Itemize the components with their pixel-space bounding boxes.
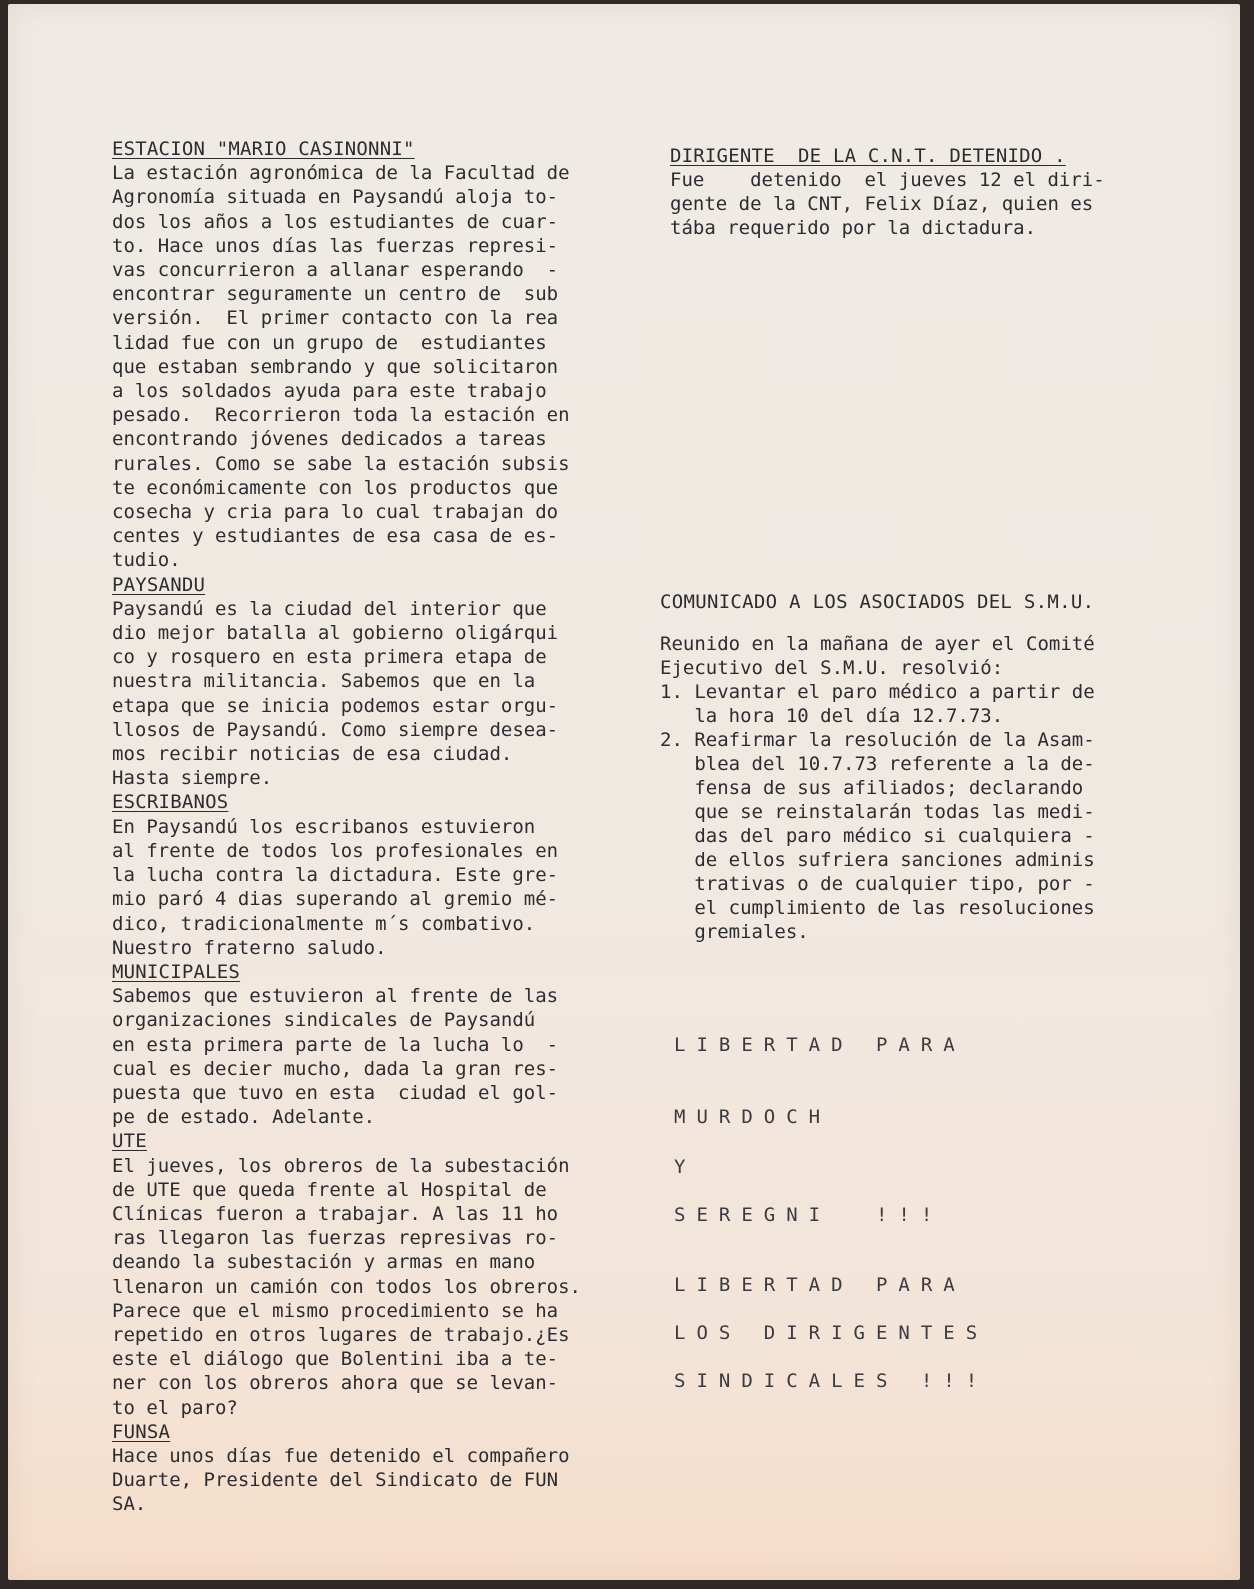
section-heading: COMUNICADO A LOS ASOCIADOS DEL S.M.U. xyxy=(660,591,1095,613)
section-heading: UTE xyxy=(112,1130,147,1153)
text-line: rurales. Como se sabe la estación subsis xyxy=(112,452,570,475)
list-item: fensa de sus afiliados; declarando xyxy=(660,777,1084,799)
text-line: Hasta siempre. xyxy=(112,767,273,790)
text-line: pesado. Recorrieron toda la estación en xyxy=(112,404,570,427)
section-paysandu xyxy=(112,573,657,791)
section-municipales xyxy=(112,960,657,1129)
slogan-line: SEREGNI !!! xyxy=(674,1204,944,1226)
section-ute xyxy=(112,1129,657,1419)
section-heading: DIRIGENTE DE LA C.N.T. DETENIDO . xyxy=(670,145,1066,167)
text-line: ras llegaron las fuerzas represivas ro- xyxy=(112,1227,559,1250)
section-dirigente-detenido xyxy=(670,144,1180,240)
section-body xyxy=(112,1444,657,1517)
text-line: tába requerido por la dictadura. xyxy=(670,217,1037,239)
slogan-line: MURDOCH xyxy=(674,1106,832,1128)
text-line: nuestra militancia. Sabemos que en la xyxy=(112,670,536,693)
text-line: llosos de Paysandú. Como siempre desea- xyxy=(112,718,559,741)
section-heading: FUNSA xyxy=(112,1420,171,1443)
list-item: 2. Reafirmar la resolución de la Asam- xyxy=(660,729,1095,751)
text-line: lidad fue con un grupo de estudiantes xyxy=(112,331,547,354)
text-line: etapa que se inicia podemos estar orgu- xyxy=(112,694,559,717)
text-line: Sabemos que estuvieron al frente de las xyxy=(112,985,559,1008)
list-item: trativas o de cualquier tipo, por - xyxy=(660,873,1095,895)
text-line: mio paró 4 dias superando al gremio mé- xyxy=(112,888,559,911)
comunicado-intro xyxy=(660,632,1180,680)
slogan-line: SINDICALES !!! xyxy=(674,1370,989,1392)
text-line: que estaban sembrando y que solicitaron xyxy=(112,355,559,378)
resolution-list xyxy=(660,680,1180,944)
list-item: que se reinstalarán todas las medi- xyxy=(660,801,1095,823)
section-heading: ESTACION "MARIO CASINONNI" xyxy=(112,138,415,160)
slogan-line: LOS DIRIGENTES xyxy=(674,1322,989,1344)
text-line: SA. xyxy=(112,1493,147,1516)
section-body xyxy=(112,1154,657,1420)
text-line: Fue detenido el jueves 12 el diri- xyxy=(670,169,1105,191)
text-line: encontrar seguramente un centro de sub xyxy=(112,283,559,306)
text-line: Clínicas fueron a trabajar. A las 11 ho xyxy=(112,1202,559,1225)
text-line: vas concurrieron a allanar esperando - xyxy=(112,259,559,282)
text-line: al frente de todos los profesionales en xyxy=(112,839,559,862)
text-line: te económicamente con los productos que xyxy=(112,476,559,499)
list-item: blea del 10.7.73 referente a la de- xyxy=(660,753,1095,775)
section-body xyxy=(112,161,657,572)
text-line: En Paysandú los escribanos estuvieron xyxy=(112,815,536,838)
text-line: Ejecutivo del S.M.U. resolvió: xyxy=(660,657,1004,679)
text-line: dico, tradicionalmente m´s combativo. xyxy=(112,912,536,935)
text-line: Duarte, Presidente del Sindicato de FUN xyxy=(112,1469,559,1492)
list-item: la hora 10 del día 12.7.73. xyxy=(660,705,1004,727)
slogan-line: LIBERTAD PARA xyxy=(674,1034,966,1056)
text-line: tudio. xyxy=(112,549,181,572)
text-line: dio mejor batalla al gobierno oligárqui xyxy=(112,622,559,645)
text-line: Paysandú es la ciudad del interior que xyxy=(112,597,547,620)
text-line: deando la subestación y armas en mano xyxy=(112,1251,536,1274)
section-heading: ESCRIBANOS xyxy=(112,791,229,814)
text-line: mos recibir noticias de esa ciudad. xyxy=(112,743,513,766)
document-page xyxy=(8,4,1240,1580)
text-line: co y rosquero en esta primera etapa de xyxy=(112,646,547,669)
text-line: este el diálogo que Bolentini iba a te- xyxy=(112,1348,559,1371)
text-line: to el paro? xyxy=(112,1396,238,1419)
text-line: ner con los obreros ahora que se levan- xyxy=(112,1372,559,1395)
section-body xyxy=(112,597,657,791)
section-comunicado-smu xyxy=(660,590,1180,944)
text-line: dos los años a los estudiantes de cuar- xyxy=(112,210,559,233)
section-body xyxy=(112,984,657,1129)
text-line: Nuestro fraterno saludo. xyxy=(112,936,387,959)
list-item: el cumplimiento de las resoluciones xyxy=(660,897,1095,919)
text-line: cosecha y cria para lo cual trabajan do xyxy=(112,501,559,524)
text-line: El jueves, los obreros de la subestación xyxy=(112,1154,570,1177)
text-line: centes y estudiantes de esa casa de es- xyxy=(112,525,559,548)
section-estacion xyxy=(112,137,657,573)
text-line: cual es decier mucho, dada la gran res- xyxy=(112,1057,559,1080)
text-line: La estación agronómica de la Facultad de xyxy=(112,162,570,185)
text-line: Hace unos días fue detenido el compañero xyxy=(112,1444,570,1467)
text-line: Agronomía situada en Paysandú aloja to- xyxy=(112,186,559,209)
text-line: llenaron un camión con todos los obreros. xyxy=(112,1275,581,1298)
section-funsa xyxy=(112,1420,657,1517)
slogan-line: LIBERTAD PARA xyxy=(674,1274,966,1296)
list-item: de ellos sufriera sanciones adminis xyxy=(660,849,1095,871)
section-escribanos xyxy=(112,790,657,959)
text-line: versión. El primer contacto con la rea xyxy=(112,307,559,330)
right-column xyxy=(660,144,1180,943)
slogan-line: Y xyxy=(674,1156,697,1178)
text-line: organizaciones sindicales de Paysandú xyxy=(112,1009,536,1032)
section-heading: MUNICIPALES xyxy=(112,960,241,983)
list-item: das del paro médico si cualquiera - xyxy=(660,825,1095,847)
text-line: a los soldados ayuda para este trabajo xyxy=(112,380,547,403)
text-line: gente de la CNT, Felix Díaz, quien es xyxy=(670,193,1094,215)
text-line: puesta que tuvo en esta ciudad el gol- xyxy=(112,1081,559,1104)
left-column xyxy=(112,137,657,1517)
text-line: pe de estado. Adelante. xyxy=(112,1106,376,1129)
text-line: to. Hace unos días las fuerzas represi- xyxy=(112,234,559,257)
text-line: repetido en otros lugares de trabajo.¿Es xyxy=(112,1323,570,1346)
list-item: gremiales. xyxy=(660,921,809,943)
list-item: 1. Levantar el paro médico a partir de xyxy=(660,681,1095,703)
text-line: la lucha contra la dictadura. Este gre- xyxy=(112,864,559,887)
text-line: Reunido en la mañana de ayer el Comité xyxy=(660,633,1095,655)
text-line: en esta primera parte de la lucha lo - xyxy=(112,1033,559,1056)
text-line: encontrando jóvenes dedicados a tareas xyxy=(112,428,547,451)
text-line: de UTE que queda frente al Hospital de xyxy=(112,1178,547,1201)
section-heading: PAYSANDU xyxy=(112,573,206,596)
section-body xyxy=(112,815,657,960)
text-line: Parece que el mismo procedimiento se ha xyxy=(112,1299,559,1322)
